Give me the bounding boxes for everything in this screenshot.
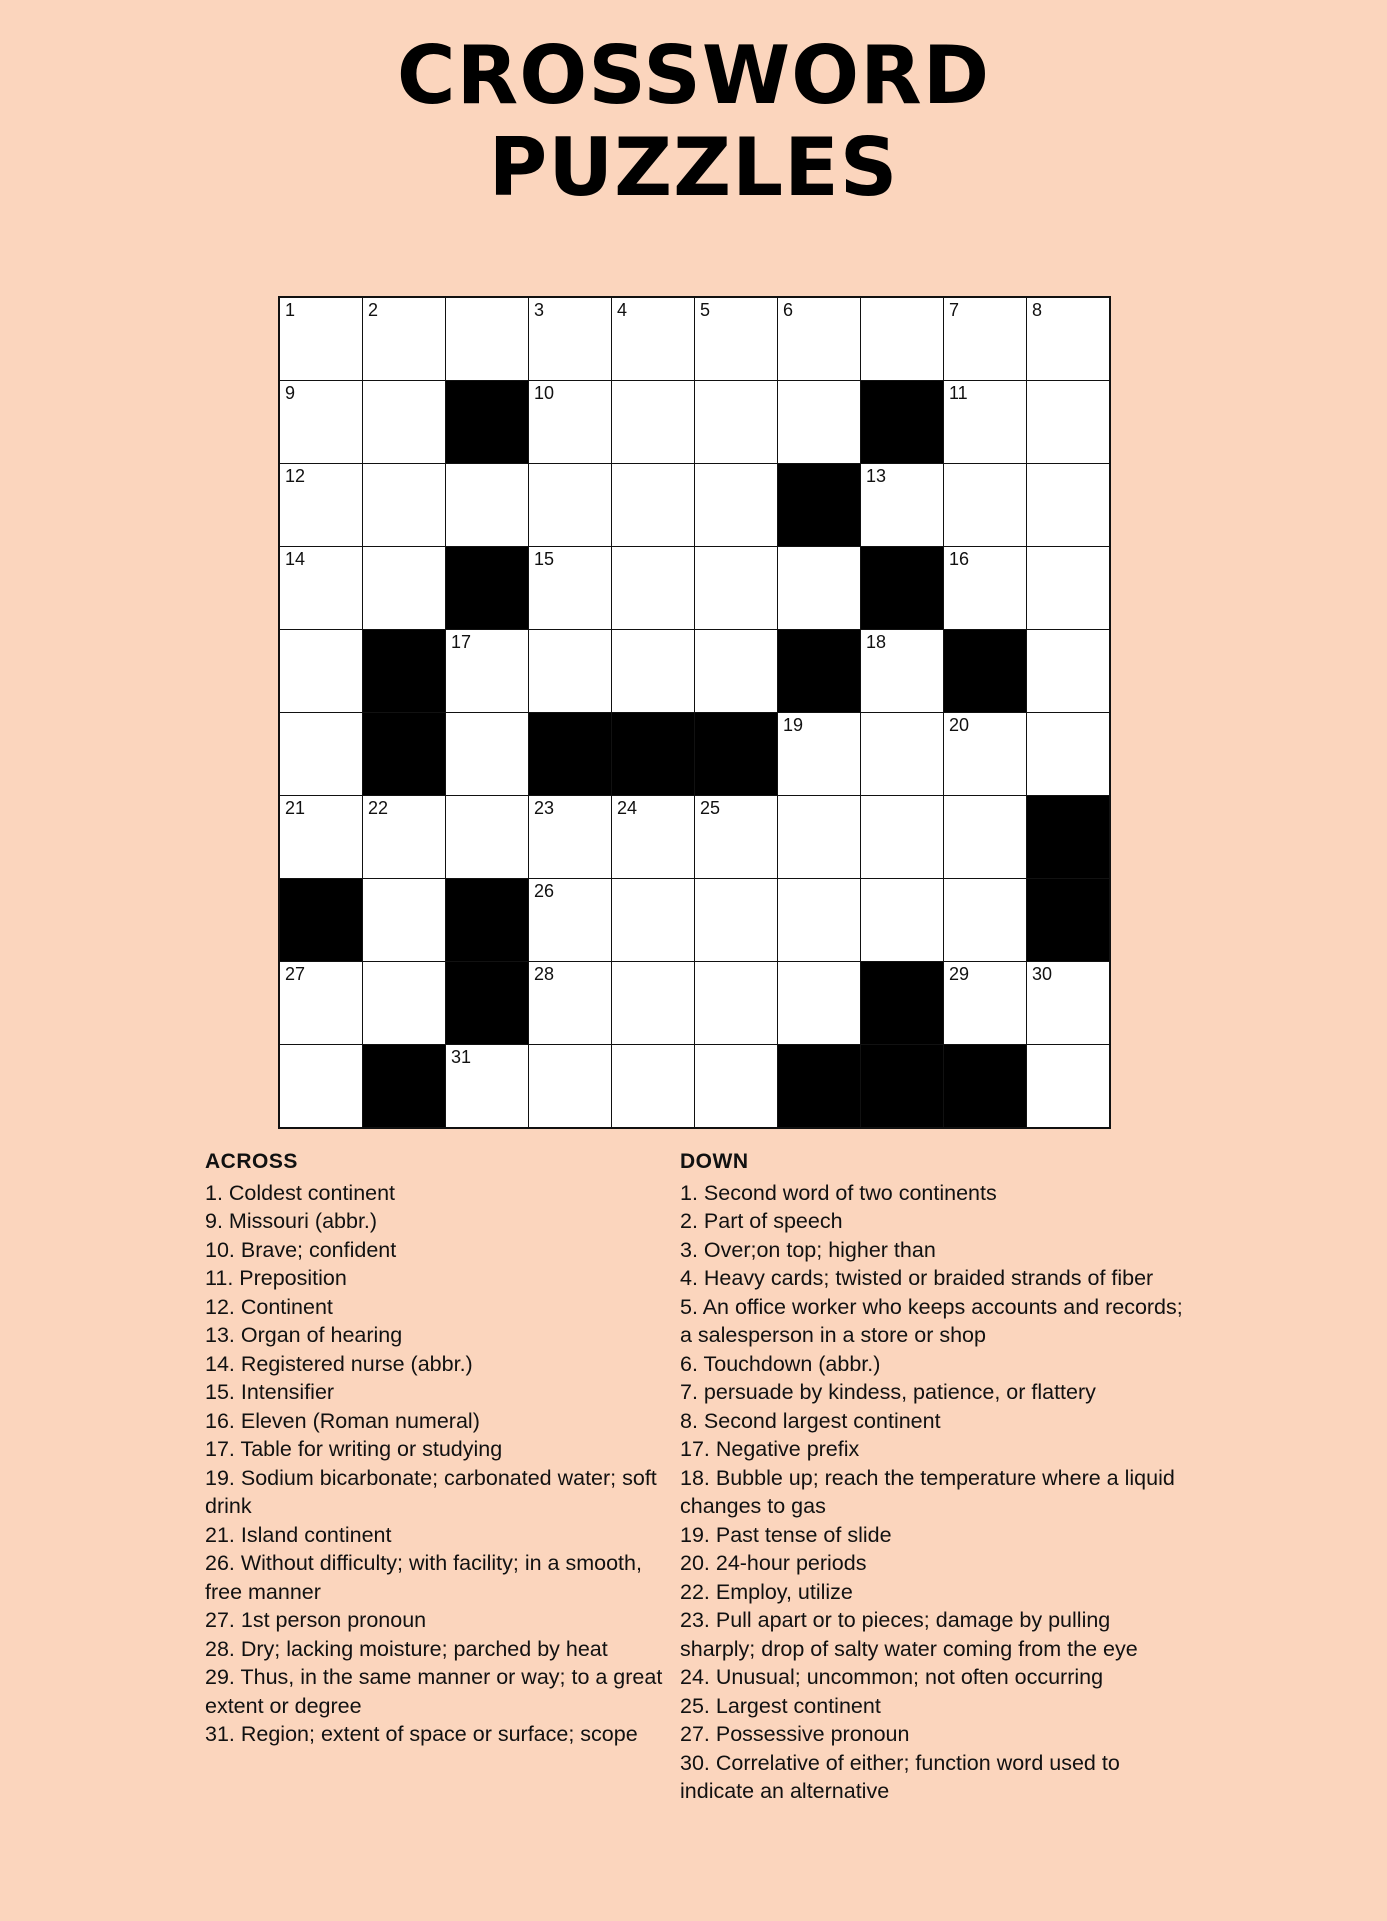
grid-cell[interactable] xyxy=(529,297,612,381)
down-clues-column xyxy=(680,1148,1190,1806)
grid-cell[interactable] xyxy=(279,630,363,713)
grid-cell[interactable] xyxy=(944,796,1027,879)
clue-item: 21. Island continent xyxy=(205,1522,392,1547)
grid-cell[interactable] xyxy=(612,962,695,1045)
grid-cell[interactable] xyxy=(363,547,446,630)
grid-cell-block xyxy=(944,1045,1027,1129)
grid-cell[interactable] xyxy=(279,1045,363,1129)
grid-cell-number: 19 xyxy=(783,715,804,735)
crossword-table[interactable] xyxy=(278,296,1111,1129)
grid-cell[interactable] xyxy=(861,297,944,381)
grid-cell-number: 23 xyxy=(534,798,555,818)
grid-cell[interactable] xyxy=(1027,464,1111,547)
grid-cell-number: 4 xyxy=(617,300,628,320)
grid-cell[interactable] xyxy=(279,381,363,464)
grid-cell[interactable] xyxy=(944,547,1027,630)
clue-item: 23. Pull apart or to pieces; damage by pulling sharply; drop of salty water coming from the eye xyxy=(680,1608,1138,1661)
clue-item: 26. Without difficulty; with facility; in a smooth, free manner xyxy=(205,1551,642,1604)
grid-cell-number: 11 xyxy=(949,383,968,403)
clue-item: 20. 24-hour periods xyxy=(680,1551,867,1575)
grid-row xyxy=(279,630,1110,713)
grid-cell-number: 1 xyxy=(285,300,296,320)
grid-cell-block xyxy=(778,464,861,547)
grid-row xyxy=(279,796,1110,879)
grid-cell-block xyxy=(695,713,778,796)
grid-cell-number: 12 xyxy=(285,466,306,486)
grid-cell[interactable] xyxy=(279,962,363,1045)
clue-item: 1. Coldest continent xyxy=(205,1180,396,1205)
grid-cell[interactable] xyxy=(279,464,363,547)
clue-item: 19. Past tense of slide xyxy=(680,1522,892,1547)
clue-item: 9. Missouri (abbr.) xyxy=(205,1209,378,1233)
grid-cell-number: 30 xyxy=(1032,964,1053,984)
grid-cell[interactable] xyxy=(861,713,944,796)
grid-cell-number: 3 xyxy=(534,300,545,320)
grid-cell[interactable] xyxy=(1027,547,1111,630)
grid-cell-number: 8 xyxy=(1032,300,1043,320)
grid-cell-number: 31 xyxy=(451,1047,472,1067)
grid-cell-number: 24 xyxy=(617,798,638,818)
across-heading: ACROSS xyxy=(205,1150,298,1173)
grid-cell-number: 26 xyxy=(534,881,555,901)
clue-item: 1. Second word of two continents xyxy=(680,1180,997,1205)
clue-item: 6. Touchdown (abbr.) xyxy=(680,1351,881,1376)
grid-cell[interactable] xyxy=(861,879,944,962)
grid-cell[interactable] xyxy=(529,381,612,464)
grid-cell[interactable] xyxy=(612,1045,695,1129)
clue-item: 17. Negative prefix xyxy=(680,1437,860,1461)
grid-row xyxy=(279,962,1110,1045)
grid-cell-number: 9 xyxy=(285,383,296,403)
grid-cell-block xyxy=(446,962,529,1045)
clue-item: 18. Bubble up; reach the temperature where a liquid changes to gas xyxy=(680,1465,1175,1518)
clue-item: 30. Correlative of either; function word used to indicate an alternative xyxy=(680,1750,1120,1803)
grid-row xyxy=(279,879,1110,962)
grid-cell-block xyxy=(861,381,944,464)
down-clue-list xyxy=(680,1179,1190,1806)
grid-cell[interactable] xyxy=(695,879,778,962)
grid-cell[interactable] xyxy=(279,297,363,381)
grid-row xyxy=(279,713,1110,796)
page-title xyxy=(0,0,1387,214)
clue-item: 10. Brave; confident xyxy=(205,1237,397,1262)
grid-cell-number: 18 xyxy=(866,632,887,652)
clue-item: 31. Region; extent of space or surface; scope xyxy=(205,1722,638,1746)
clue-item: 4. Heavy cards; twisted or braided strands of fiber xyxy=(680,1266,1154,1290)
grid-cell[interactable] xyxy=(1027,381,1111,464)
grid-cell[interactable] xyxy=(944,962,1027,1045)
grid-cell[interactable] xyxy=(612,630,695,713)
grid-cell[interactable] xyxy=(612,464,695,547)
grid-cell[interactable] xyxy=(861,630,944,713)
grid-cell[interactable] xyxy=(695,962,778,1045)
grid-cell-number: 7 xyxy=(949,300,960,320)
grid-cell-block xyxy=(363,630,446,713)
clue-item: 19. Sodium bicarbonate; carbonated water; soft drink xyxy=(205,1465,657,1518)
grid-cell-block xyxy=(446,547,529,630)
grid-cell-block xyxy=(1027,796,1111,879)
grid-cell-number: 2 xyxy=(368,300,379,320)
grid-cell[interactable] xyxy=(778,962,861,1045)
grid-cell[interactable] xyxy=(612,381,695,464)
grid-row xyxy=(279,547,1110,630)
grid-cell-number: 25 xyxy=(700,798,721,818)
grid-cell[interactable] xyxy=(778,381,861,464)
grid-cell-block xyxy=(529,713,612,796)
grid-cell-number: 14 xyxy=(285,549,306,569)
grid-cell[interactable] xyxy=(529,962,612,1045)
grid-cell[interactable] xyxy=(695,1045,778,1129)
grid-cell[interactable] xyxy=(529,630,612,713)
grid-cell[interactable] xyxy=(529,796,612,879)
grid-cell[interactable] xyxy=(279,547,363,630)
grid-cell[interactable] xyxy=(612,879,695,962)
grid-row xyxy=(279,464,1110,547)
grid-cell[interactable] xyxy=(612,796,695,879)
grid-cell[interactable] xyxy=(1027,713,1111,796)
grid-cell[interactable] xyxy=(1027,1045,1111,1129)
grid-cell[interactable] xyxy=(695,547,778,630)
clue-item: 24. Unusual; uncommon; not often occurring xyxy=(680,1665,1104,1689)
grid-cell[interactable] xyxy=(446,713,529,796)
grid-cell[interactable] xyxy=(363,879,446,962)
grid-cell-number: 13 xyxy=(866,466,887,486)
grid-cell-block xyxy=(861,1045,944,1129)
title-line-1: CROSSWORD xyxy=(396,29,991,122)
grid-cell-block xyxy=(778,630,861,713)
clue-item: 25. Largest continent xyxy=(680,1693,881,1718)
grid-cell[interactable] xyxy=(944,381,1027,464)
down-heading: DOWN xyxy=(680,1150,749,1173)
grid-cell[interactable] xyxy=(695,630,778,713)
grid-cell-block xyxy=(446,381,529,464)
grid-cell-number: 15 xyxy=(534,549,555,569)
clue-item: 27. 1st person pronoun xyxy=(205,1608,427,1632)
grid-cell[interactable] xyxy=(944,464,1027,547)
grid-cell[interactable] xyxy=(363,962,446,1045)
grid-cell-block xyxy=(446,879,529,962)
grid-cell-block xyxy=(861,962,944,1045)
grid-cell[interactable] xyxy=(695,381,778,464)
grid-cell[interactable] xyxy=(529,1045,612,1129)
grid-cell[interactable] xyxy=(279,713,363,796)
grid-cell[interactable] xyxy=(612,547,695,630)
clue-item: 3. Over;on top; higher than xyxy=(680,1237,936,1262)
grid-cell[interactable] xyxy=(446,464,529,547)
grid-cell[interactable] xyxy=(529,547,612,630)
grid-cell[interactable] xyxy=(944,879,1027,962)
grid-cell[interactable] xyxy=(695,464,778,547)
grid-cell-block xyxy=(363,713,446,796)
clue-item: 22. Employ, utilize xyxy=(680,1579,853,1604)
clue-item: 15. Intensifier xyxy=(205,1380,335,1404)
grid-row xyxy=(279,381,1110,464)
clue-item: 13. Organ of hearing xyxy=(205,1323,403,1347)
grid-cell[interactable] xyxy=(695,796,778,879)
grid-cell[interactable] xyxy=(1027,297,1111,381)
grid-cell[interactable] xyxy=(861,796,944,879)
grid-cell[interactable] xyxy=(363,297,446,381)
grid-cell[interactable] xyxy=(944,297,1027,381)
grid-cell[interactable] xyxy=(446,297,529,381)
across-clues-column xyxy=(205,1148,680,1749)
grid-cell[interactable] xyxy=(529,879,612,962)
grid-cell-block xyxy=(612,713,695,796)
grid-cell[interactable] xyxy=(446,630,529,713)
grid-cell[interactable] xyxy=(778,713,861,796)
grid-cell[interactable] xyxy=(363,796,446,879)
clue-item: 14. Registered nurse (abbr.) xyxy=(205,1351,473,1376)
grid-cell-block xyxy=(944,630,1027,713)
grid-row xyxy=(279,1045,1110,1129)
grid-cell-number: 10 xyxy=(534,383,555,403)
grid-cell-number: 29 xyxy=(949,964,970,984)
grid-cell[interactable] xyxy=(1027,630,1111,713)
crossword-grid[interactable] xyxy=(278,296,1111,1129)
grid-cell-number: 21 xyxy=(285,798,306,818)
clue-item: 12. Continent xyxy=(205,1294,333,1319)
clue-item: 7. persuade by kindess, patience, or flattery xyxy=(680,1380,1096,1404)
grid-cell[interactable] xyxy=(446,796,529,879)
grid-cell[interactable] xyxy=(612,297,695,381)
grid-cell-number: 16 xyxy=(949,549,970,569)
grid-cell[interactable] xyxy=(279,796,363,879)
grid-row xyxy=(279,297,1110,381)
grid-cell[interactable] xyxy=(1027,962,1111,1045)
grid-cell-block xyxy=(778,1045,861,1129)
across-clue-list xyxy=(205,1179,680,1749)
grid-cell[interactable] xyxy=(861,464,944,547)
grid-cell[interactable] xyxy=(778,796,861,879)
grid-cell-block xyxy=(1027,879,1111,962)
clue-item: 29. Thus, in the same manner or way; to a great extent or degree xyxy=(205,1665,663,1718)
title-line-2: PUZZLES xyxy=(488,121,899,214)
clue-item: 16. Eleven (Roman numeral) xyxy=(205,1408,480,1433)
grid-cell[interactable] xyxy=(363,464,446,547)
grid-cell[interactable] xyxy=(778,879,861,962)
grid-cell-number: 20 xyxy=(949,715,970,735)
clue-item: 2. Part of speech xyxy=(680,1209,843,1233)
clue-item: 27. Possessive pronoun xyxy=(680,1722,910,1746)
grid-cell-number: 6 xyxy=(783,300,794,320)
grid-cell-block xyxy=(279,879,363,962)
grid-cell-block xyxy=(363,1045,446,1129)
grid-cell-number: 22 xyxy=(368,798,389,818)
grid-cell[interactable] xyxy=(446,1045,529,1129)
grid-cell-block xyxy=(861,547,944,630)
grid-cell[interactable] xyxy=(944,713,1027,796)
clue-item: 8. Second largest continent xyxy=(680,1408,941,1433)
clue-item: 5. An office worker who keeps accounts and records; a salesperson in a store or shop xyxy=(680,1294,1183,1347)
grid-cell-number: 28 xyxy=(534,964,555,984)
grid-cell[interactable] xyxy=(695,297,778,381)
grid-cell[interactable] xyxy=(529,464,612,547)
clue-item: 11. Preposition xyxy=(205,1266,347,1290)
clue-item: 28. Dry; lacking moisture; parched by heat xyxy=(205,1636,608,1661)
grid-cell-number: 17 xyxy=(451,632,472,652)
grid-cell-number: 5 xyxy=(700,300,711,320)
grid-cell-number: 27 xyxy=(285,964,306,984)
grid-cell[interactable] xyxy=(363,381,446,464)
clue-item: 17. Table for writing or studying xyxy=(205,1437,503,1461)
grid-cell[interactable] xyxy=(778,547,861,630)
grid-cell[interactable] xyxy=(778,297,861,381)
